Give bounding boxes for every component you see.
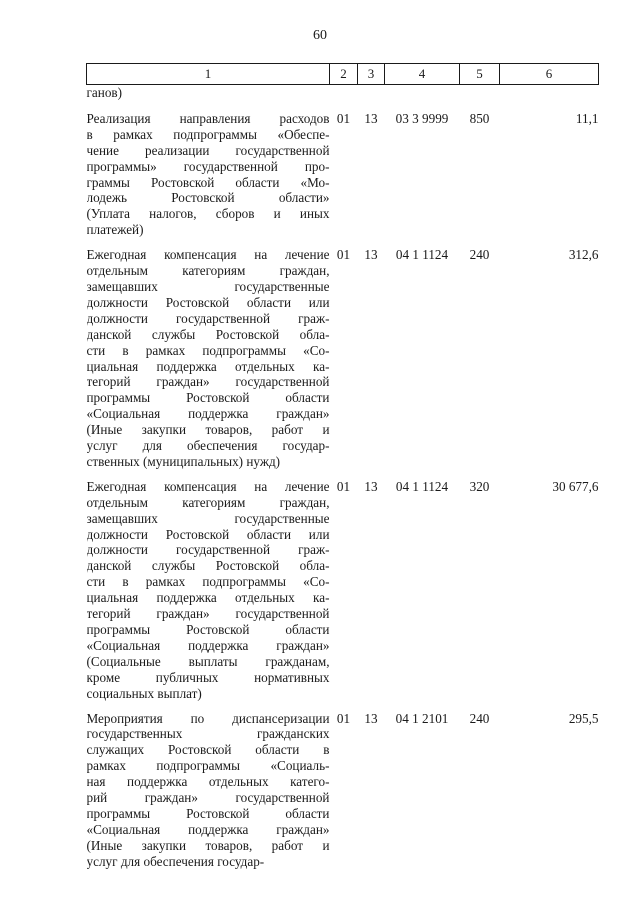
row-target-article-code: 03 3 9999 bbox=[395, 110, 449, 126]
row-amount: 312,6 bbox=[568, 247, 599, 263]
description-line: замещавших государственные bbox=[86, 510, 330, 526]
row-expense-type-code: 240 bbox=[469, 247, 490, 263]
description-line: циальная поддержка отдельных ка- bbox=[86, 590, 330, 606]
description-line: данской службы Ростовской обла- bbox=[86, 558, 330, 574]
description-line: сти в рамках подпрограммы «Со- bbox=[86, 574, 330, 590]
row-subsection-code: 13 bbox=[364, 247, 378, 263]
description-line: «Социальная поддержка граждан» bbox=[86, 821, 330, 837]
description-line: должности Ростовской области или bbox=[86, 526, 330, 542]
description-line: (Уплата налогов, сборов и иных bbox=[86, 206, 330, 222]
header-col-2: 2 bbox=[330, 64, 358, 85]
budget-table bbox=[86, 63, 599, 879]
description-line: (Иные закупки товаров, работ и bbox=[86, 422, 330, 438]
description-line: должности государственной граж- bbox=[86, 542, 330, 558]
description-line: сти в рамках подпрограммы «Со- bbox=[86, 342, 330, 358]
description-line: тегорий граждан» государственной bbox=[86, 606, 330, 622]
header-row bbox=[87, 64, 599, 85]
table-row bbox=[87, 479, 599, 711]
description-line: программы Ростовской области bbox=[86, 622, 330, 637]
row-description bbox=[87, 711, 330, 879]
header-col-5: 5 bbox=[460, 64, 500, 85]
header-col-3: 3 bbox=[358, 64, 385, 85]
table-row bbox=[87, 111, 599, 247]
description-line: данской службы Ростовской обла- bbox=[86, 326, 330, 342]
description-line: Ежегодная компенсация на лечение bbox=[86, 478, 330, 494]
description-line: кроме публичных нормативных bbox=[86, 669, 330, 685]
row-description bbox=[87, 479, 330, 711]
continuation-row bbox=[87, 85, 599, 111]
description-line: программы Ростовской области bbox=[86, 390, 330, 406]
description-line: должности государственной граж- bbox=[86, 310, 330, 326]
description-line: рамках подпрограммы «Социаль- bbox=[86, 758, 330, 774]
row-subsection-code: 13 bbox=[364, 710, 378, 726]
row-expense-type-code: 240 bbox=[469, 710, 490, 726]
row-target-article-code: 04 1 2101 bbox=[395, 710, 449, 726]
description-line: чение реализации государственной bbox=[86, 142, 330, 158]
row-description bbox=[87, 111, 330, 247]
description-line: в рамках подпрограммы «Обеспе- bbox=[86, 126, 330, 142]
row-section-code: 01 bbox=[336, 478, 351, 494]
description-line: ная поддержка отдельных катего- bbox=[86, 774, 330, 790]
table-header bbox=[87, 64, 599, 85]
description-line: (Иные закупки товаров, работ и bbox=[86, 837, 330, 853]
description-line: отдельным категориям граждан, bbox=[86, 263, 330, 279]
table-row bbox=[87, 711, 599, 879]
continuation-text: ганов) bbox=[86, 85, 123, 100]
row-section-code: 01 bbox=[336, 710, 351, 726]
row-target-article-code: 04 1 1124 bbox=[395, 247, 449, 263]
description-line: государственных гражданских bbox=[86, 726, 330, 742]
description-line: служащих Ростовской области в bbox=[86, 742, 330, 758]
row-target-article-code: 04 1 1124 bbox=[395, 478, 449, 494]
description-line: социальных выплат) bbox=[86, 685, 202, 701]
description-line: услуг для обеспечения государ- bbox=[86, 853, 265, 869]
header-col-1: 1 bbox=[87, 64, 330, 85]
row-subsection-code: 13 bbox=[364, 478, 378, 494]
description-line: ственных (муниципальных) нужд) bbox=[86, 453, 281, 469]
description-line: Ежегодная компенсация на лечение bbox=[86, 247, 330, 263]
description-line: Мероприятия по диспансеризации bbox=[86, 710, 330, 726]
header-col-4: 4 bbox=[385, 64, 460, 85]
description-line: услуг для обеспечения государ- bbox=[86, 438, 330, 454]
description-line: программы Ростовской области bbox=[86, 805, 330, 821]
description-line: отдельным категориям граждан, bbox=[86, 494, 330, 510]
description-line: программы» государственной про- bbox=[86, 158, 330, 174]
row-amount: 11,1 bbox=[575, 110, 599, 126]
row-expense-type-code: 850 bbox=[469, 110, 490, 126]
description-line: рий граждан» государственной bbox=[86, 790, 330, 806]
description-line: замещавших государственные bbox=[86, 278, 330, 294]
description-line: циальная поддержка отдельных ка- bbox=[86, 358, 330, 374]
table-body bbox=[87, 85, 599, 879]
description-line: граммы Ростовской области «Мо- bbox=[86, 174, 330, 190]
description-line: платежей) bbox=[86, 222, 144, 238]
description-line: Реализация направления расходов bbox=[86, 110, 330, 126]
row-section-code: 01 bbox=[336, 247, 351, 263]
row-description bbox=[87, 247, 330, 479]
description-line: (Социальные выплаты гражданам, bbox=[86, 653, 330, 669]
row-expense-type-code: 320 bbox=[469, 478, 490, 494]
row-amount: 30 677,6 bbox=[552, 478, 599, 494]
description-line: должности Ростовской области или bbox=[86, 294, 330, 310]
row-subsection-code: 13 bbox=[364, 110, 378, 126]
description-line: тегорий граждан» государственной bbox=[86, 374, 330, 390]
description-line: «Социальная поддержка граждан» bbox=[86, 406, 330, 422]
description-line: лодежь Ростовской области» bbox=[86, 190, 330, 206]
page-number: 60 bbox=[313, 28, 327, 43]
table-row bbox=[87, 247, 599, 479]
header-col-6: 6 bbox=[500, 64, 599, 85]
row-section-code: 01 bbox=[336, 110, 351, 126]
description-line: «Социальная поддержка граждан» bbox=[86, 637, 330, 653]
row-amount: 295,5 bbox=[568, 710, 599, 726]
